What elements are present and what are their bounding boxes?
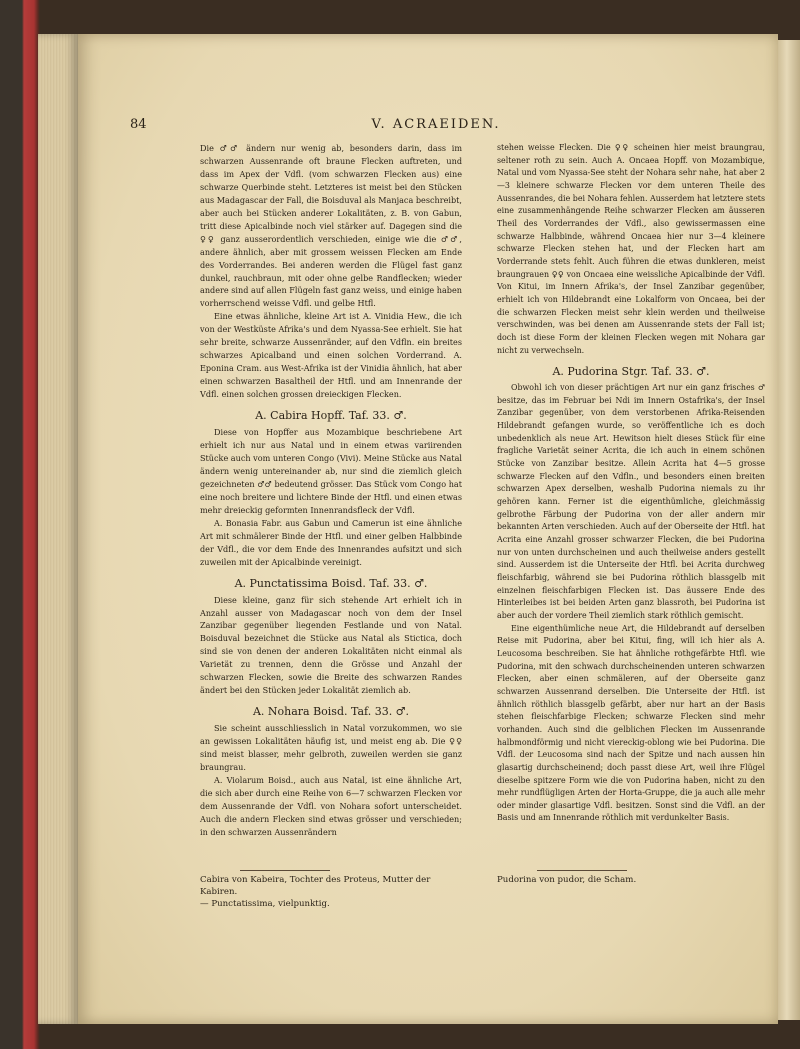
footnote: Cabira von Kabeira, Tochter des Proteus, Mutter der Kabiren.: [200, 875, 431, 897]
page-edges: [38, 34, 78, 1024]
footnote-rule: [537, 870, 627, 871]
footnote-rule: [240, 870, 330, 871]
paragraph: Diese von Hopffer aus Mozambique beschriebene Art erhielt ich nur aus Natal und in einem etwas variirenden Stücke auch vom unteren Congo (Vivi). Meine Stücke aus Natal ändern wenig untereinander ab, nur sind die ziemlich gleich gezeichneten ♂♂ bedeutend grösser. Das Stück vom Congo hat eine noch breitere und lichtere Binde der Htfl. und einen etwas mehr dreieckig geformten Innenrandsfleck der Vdfl.: [200, 427, 462, 515]
species-heading: A. Nohara Boisd. Taf. 33. ♂.: [252, 705, 410, 719]
paragraph: Die ♂♂ ändern nur wenig ab, besonders darin, dass im schwarzen Aussenrande oft braune Flecken auftreten, und dass im Apex der Vdfl. (vom schwarzen Flecken aus) eine schwarze Querbinde steht. Letzteres ist meist bei den Stücken aus Madagascar der Fall, die Boisduval als Manjaca beschreibt, aber auch bei Stücken anderer Lokalitäten, z. B. von Gabun, tritt diese Apicalbinde noch viel stärker auf. Dagegen sind die ♀♀ ganz ausserordentlich verschieden, einige wie die ♂♂, andere ähnlich, aber mit grossem weissen Flecken am Ende des Vorderrandes. Bei anderen werden die Flügel fast ganz dunkel, rauchbraun, mit oder ohne gelbe Randflecken; wieder andere sind auf allen Flügeln fast ganz weiss, und einige haben vorherrschend weisse Vdfl. und gelbe Htfl.: [200, 143, 462, 309]
species-heading: A. Cabira Hopff. Taf. 33. ♂.: [255, 409, 407, 423]
paragraph: Diese kleine, ganz für sich stehende Art erhielt ich in Anzahl ausser von Madagascar noch von dem der Insel Zanzibar gegenüber liegenden Festlande und von Natal. Boisduval bezeichnet die Stücke aus Natal als Stictica, doch sind sie von denen der anderen Lokalitäten nicht einmal als Varietät zu trennen, denn die Grösse und Anzahl der schwarzen Flecken, sowie die Breite des schwarzen Randes ändert bei den Stücken jeder Lokalität ziemlich ab.: [200, 594, 462, 696]
paragraph: A. Violarum Boisd., auch aus Natal, ist eine ähnliche Art, die sich aber durch eine Reihe von 6—7 schwarzen Flecken vor dem Aussenrande der Vdfl. von Nohara sofort unterscheidet. Auch die andern Flecken sind etwas grösser und verschieden; in den schwarzen Aussenrändern: [200, 774, 462, 837]
right-footnotes: [497, 860, 765, 886]
paragraph: Sie scheint ausschliesslich in Natal vorzukommen, wo sie an gewissen Lokalitäten häufig ist, und meist eng ab. Die ♀♀ sind meist blasser, mehr gelbroth, zuweilen werden sie ganz braungrau.: [200, 723, 462, 773]
footnote: — Punctatissima, vielpunktig.: [200, 899, 330, 909]
running-title: V. ACRAEIDEN.: [371, 117, 501, 132]
left-text-column: [200, 142, 462, 839]
paragraph: Obwohl ich von dieser prächtigen Art nur ein ganz frisches ♂ besitze, das im Februar bei Ndi im Innern Ostafrika's, der Insel Zanzibar gegenüber, von dem verstorbenen Afrika-Reisenden Hildebrandt gefangen wurde, so veröffentliche ich es doch unbedenklich als neue Art. Hewitson hielt dieses Stück für eine fragliche Varietät seiner Acrita, die ich auch in einem schönen Stücke von Zanzibar besitze. Allein Acrita hat 4—5 grosse schwarze Flecken auf den Vdfln., und besonders einen breiten schwarzen Apex derselben, weshalb Pudorina niemals zu ihr gehören kann. Ferner ist die eigenthümliche, gleichmässig gelbrothe Färbung der Pudorina von der aller andern mir bekannten Arten verschieden. Auch auf der Oberseite der Htfl. hat Acrita eine Anzahl grosser schwarzer Flecken, die bei Pudorina nur von unten durchscheinen und auch theilweise anders gestellt sind. Ausserdem ist die Unterseite der Htfl. bei Acrita durchweg fleischfarbig, während sie bei Pudorina röthlich blassgelb mit einzelnen fleischfarbigen Flecken ist. Das äussere Ende des Hinterleibes ist bei beiden Arten ganz blassroth, bei Pudorina ist aber auch der vordere Theil ziemlich stark röthlich gemischt.: [497, 383, 766, 620]
facing-page-edge: [778, 40, 800, 1020]
paragraph: Eine etwas ähnliche, kleine Art ist A. Vinidia Hew., die ich von der Westküste Afrika's und dem Nyassa-See erhielt. Sie hat sehr breite, schwarze Aussenränder, auf den Vdfln. ein breites schwarzes Apicalband und einen solchen Vorderrand. A. Eponina Cram. aus West-Afrika ist der Vinidia ähnlich, hat aber einen schwarzen Basaltheil der Htfl. und am Innenrande der Vdfl. einen solchen grossen dreieckigen Flecken.: [200, 311, 462, 400]
right-text-column: [497, 142, 765, 825]
page-header: [130, 117, 742, 137]
paragraph: stehen weisse Flecken. Die ♀♀ scheinen hier meist braungrau, seltener roth zu sein. Auch A. Oncaea Hopff. von Mozambique, Natal und vom Nyassa-See steht der Nohara sehr nahe, hat aber 2—3 kleinere schwarze Flecken vor dem unteren Theile des Aussenrandes, die bei Nohara fehlen. Ausserdem hat letztere stets eine zusammenhängende Reihe schwarzer Flecken am äusseren Theil des Vorderrandes der Vdfl., also gewissermassen eine schwarze Halbbinde, während Oncaea hier nur 3—4 kleinere schwarze Flecken stehen hat, und der Flecken hart am Vorderrande stets fehlt. Auch führen die etwas dunkleren, meist braungrauen ♀♀ von Oncaea eine weissliche Apicalbinde der Vdfl. Von Kitui, im Innern Afrika's, der Insel Zanzibar gegenüber, erhielt ich von Hildebrandt eine Lokalform von Oncaea, bei der die schwarzen Flecken meist sehr klein werden und theilweise verschwinden, was bei denen am Aussenrande stets der Fall ist; doch ist diese Form der kleinen Flecken wegen mit Nohara gar nicht zu verwechseln.: [497, 143, 765, 355]
paragraph: A. Bonasia Fabr. aus Gabun und Camerun ist eine ähnliche Art mit schmälerer Binde der Htfl. und einer gelben Halbbinde der Vdfl., die vor dem Ende des Innenrandes aufsitzt und sich zuweilen mit der Apicalbinde vereinigt.: [200, 517, 462, 567]
species-heading: A. Pudorina Stgr. Taf. 33. ♂.: [552, 365, 710, 379]
footnote: Pudorina von pudor, die Scham.: [497, 875, 637, 885]
species-heading: A. Punctatissima Boisd. Taf. 33. ♂.: [234, 576, 428, 590]
left-footnotes: [200, 860, 462, 910]
paragraph: Eine eigenthümliche neue Art, die Hildebrandt auf derselben Reise mit Pudorina, aber bei Kitui, fing, will ich hier als A. Leucosoma beschreiben. Sie hat ähnliche rothgefärbte Htfl. wie Pudorina, mit den schwach durchscheinenden unteren schwarzen Flecken, aber einen schmäleren, auf der Oberseite ganz schwarzen Aussenrand derselben. Die Unterseite der Htfl. ist ähnlich röthlich blassgelb gefärbt, aber nur hart an der Basis stehen fleischfarbige Flecken; schwarze Flecken sind mehr vorhanden. Auch sind die gelblichen Flecken im Aussenrande halbmondförmig und nicht viereckig-oblong wie bei Pudorina. Die Vdfl. der Leucosoma sind nach der Spitze und nach aussen hin glasartig durchscheinend; doch passt diese Art, weil ihre Flügel dieselbe spitzere Form wie die von Pudorina haben, nicht zu den mehr rundflügligen Arten der Horta-Gruppe, die ja auch alle mehr oder minder glasartige Vdfl. besitzen. Sonst sind die Vdfl. an der Basis und am Innenrande röthlich mit verdunkelter Basis.: [497, 623, 765, 823]
page-number: 84: [130, 117, 147, 132]
